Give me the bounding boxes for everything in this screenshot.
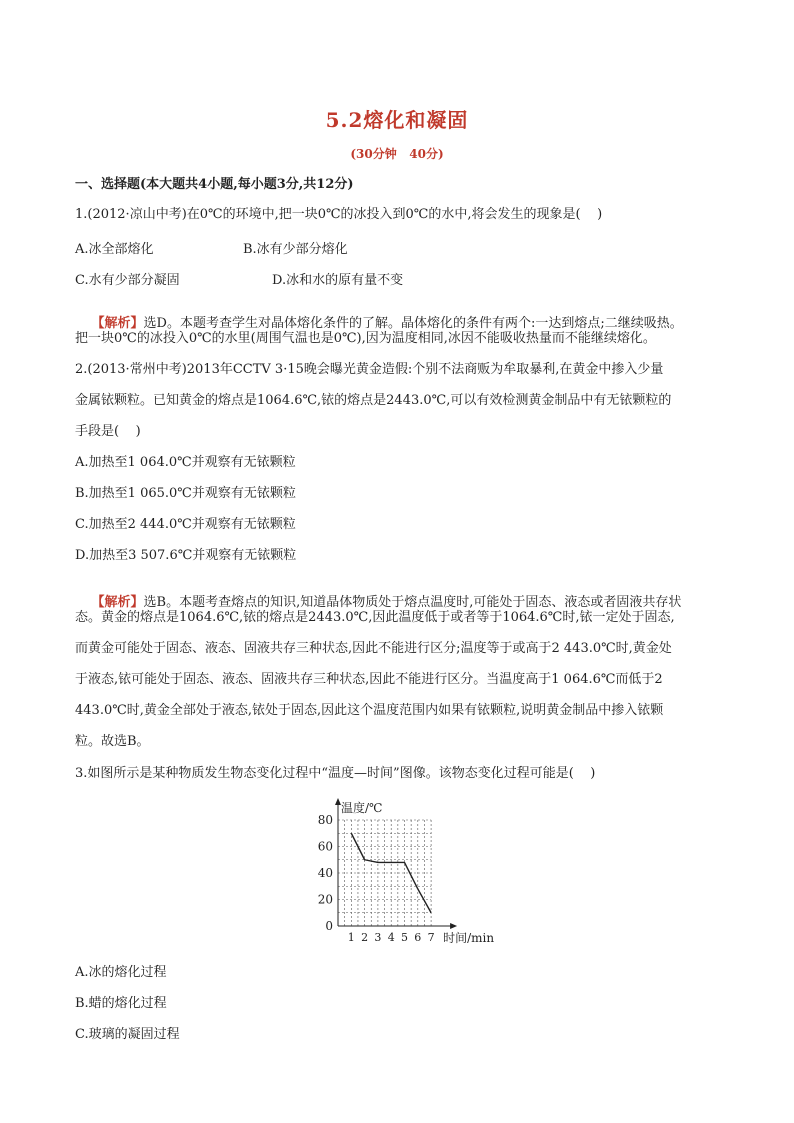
q2-option-a: A.加热至1 064.0℃并观察有无铱颗粒	[75, 455, 296, 470]
q3-option-a: A.冰的熔化过程	[75, 965, 167, 980]
q2-option-d: D.加热至3 507.6℃并观察有无铱颗粒	[75, 548, 297, 563]
q2-stem-line-3: 手段是( )	[75, 424, 141, 439]
q1-analysis-line-2: 把一块0℃的冰投入0℃的水里(周围气温也是0℃),因为温度相同,冰因不能吸收热量而不能继续熔化。	[75, 331, 656, 346]
page-subtitle: (30分钟 40分)	[350, 147, 444, 161]
x-tick-label: 7	[427, 931, 435, 944]
section-heading: 一、选择题(本大题共4小题,每小题3分,共12分)	[75, 177, 354, 192]
page-title: 5.2熔化和凝固	[325, 108, 469, 132]
q2-stem-line-1: 2.(2013·常州中考)2013年CCTV 3·15晚会曝光黄金造假:个别不法商贩为牟取暴利,在黄金中掺入少量	[75, 362, 664, 377]
x-tick-label: 6	[414, 931, 422, 944]
q1-option-c: C.水有少部分凝固	[75, 273, 180, 288]
q3-option-c: C.玻璃的凝固过程	[75, 1027, 180, 1042]
temperature-time-chart	[290, 795, 500, 950]
q2-analysis-text-1: 选B。本题考查熔点的知识,知道晶体物质处于熔点温度时,可能处于固态、液态或者固液共存状	[143, 595, 682, 610]
q3-option-b: B.蜡的熔化过程	[75, 996, 167, 1011]
y-tick-label: 0	[325, 919, 333, 933]
x-axis-label: 时间/min	[443, 931, 495, 945]
q2-analysis-tag: 【解析】	[91, 595, 144, 610]
q3-stem: 3.如图所示是某种物质发生物态变化过程中“温度—时间”图像。该物态变化过程可能是( )	[75, 766, 596, 781]
x-tick-label: 2	[361, 931, 369, 944]
x-tick-label: 3	[374, 931, 382, 944]
q1-option-a: A.冰全部熔化	[75, 242, 154, 257]
q1-analysis-text-1: 选D。本题考查学生对晶体熔化条件的了解。晶体熔化的条件有两个:一达到熔点;二继续吸热。	[143, 316, 683, 331]
y-tick-label: 80	[317, 813, 333, 827]
x-tick-label: 5	[401, 931, 408, 944]
x-tick-label: 1	[347, 931, 355, 944]
q2-analysis-line-5: 443.0℃时,黄金全部处于液态,铱处于固态,因此这个温度范围内如果有铱颗粒,说明黄金制品中掺入铱颗	[75, 703, 664, 718]
q1-option-b: B.冰有少部分熔化	[243, 242, 348, 257]
y-tick-label: 60	[317, 839, 333, 854]
q1-option-d: D.冰和水的原有量不变	[272, 273, 404, 288]
q2-stem-line-2: 金属铱颗粒。已知黄金的熔点是1064.6℃,铱的熔点是2443.0℃,可以有效检测黄金制品中有无铱颗粒的	[75, 393, 672, 408]
x-tick-label: 4	[387, 931, 395, 944]
q2-option-c: C.加热至2 444.0℃并观察有无铱颗粒	[75, 517, 296, 532]
q2-analysis-line-6: 粒。故选B。	[75, 734, 150, 749]
q2-analysis-line-3: 而黄金可能处于固态、液态、固液共存三种状态,因此不能进行区分;温度等于或高于2 443.0℃时,黄金处	[75, 641, 672, 656]
q1-analysis-tag: 【解析】	[91, 316, 144, 331]
q1-stem: 1.(2012·凉山中考)在0℃的环境中,把一块0℃的冰投入到0℃的水中,将会发生的现象是( )	[75, 207, 603, 222]
y-tick-label: 40	[317, 866, 333, 880]
y-tick-label: 20	[317, 892, 333, 907]
x-axis-arrow	[450, 923, 457, 929]
q2-option-b: B.加热至1 065.0℃并观察有无铱颗粒	[75, 486, 296, 501]
q2-analysis-line-4: 于液态,铱可能处于固态、液态、固液共存三种状态,因此不能进行区分。当温度高于1 064.6℃而低于2	[75, 672, 663, 687]
q2-analysis-line-2: 态。黄金的熔点是1064.6℃,铱的熔点是2443.0℃,因此温度低于或者等于1064.6℃时,铱一定处于固态,	[75, 610, 675, 625]
y-axis-label: 温度/℃	[341, 801, 383, 815]
